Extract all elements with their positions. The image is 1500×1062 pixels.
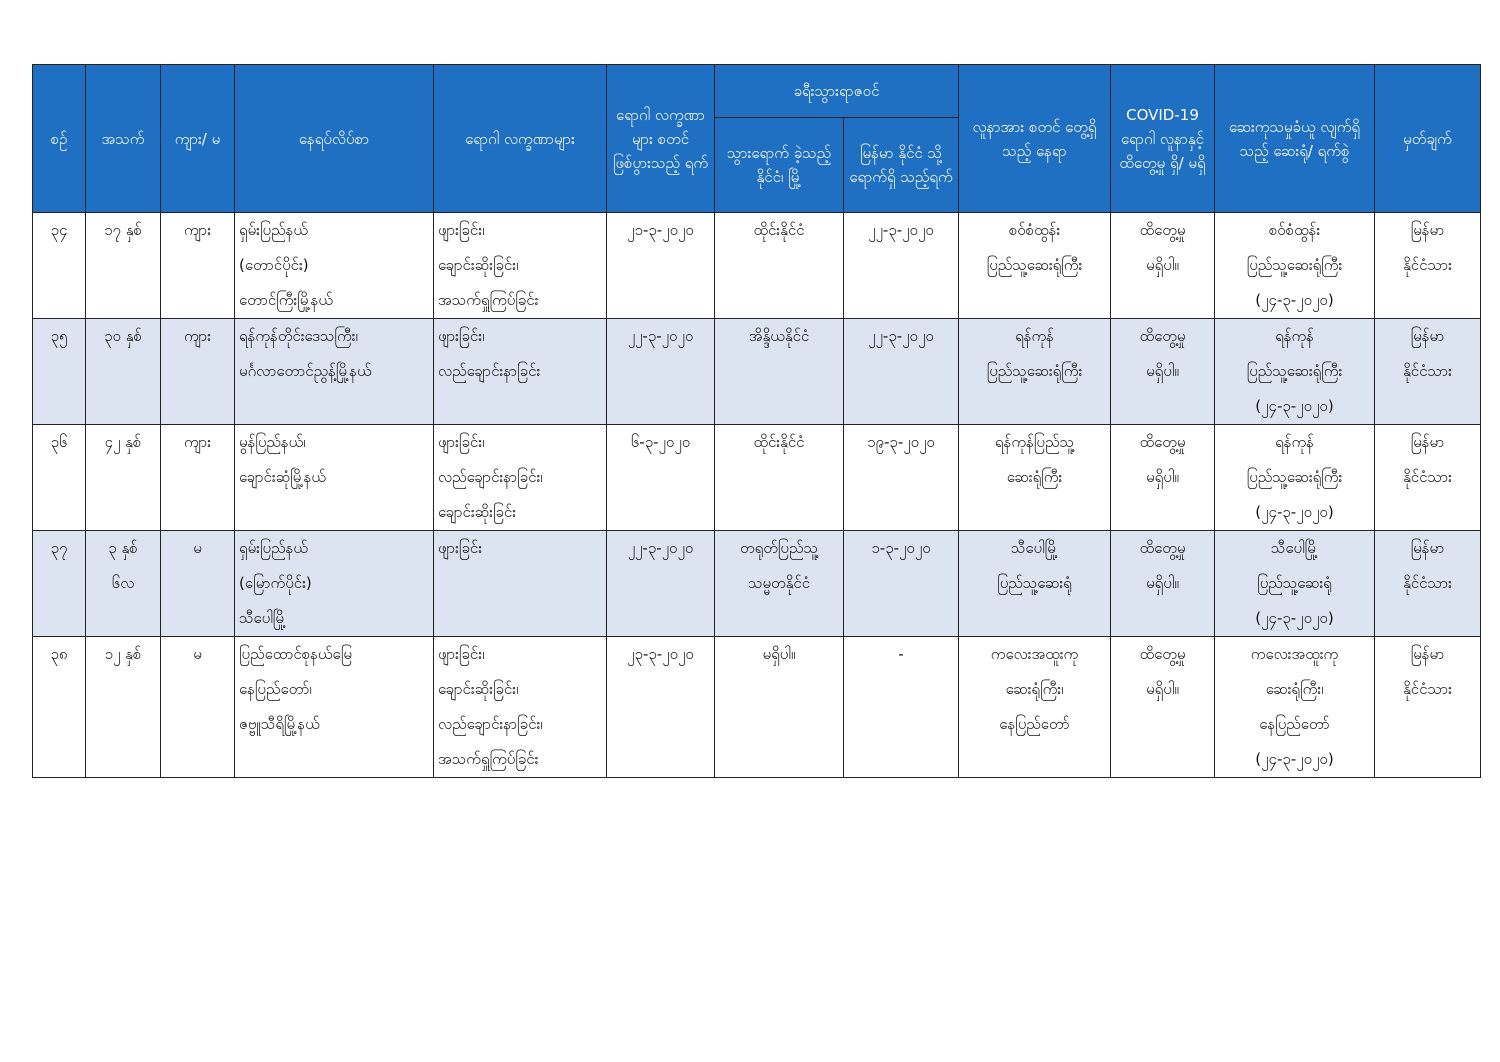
cell-onset: ၂၂-၃-၂၀၂၀ [607,531,715,637]
cell-sex: ကျား [161,213,235,319]
cell-arrival: ၂၂-၃-၂၀၂၀ [844,213,959,319]
cell-remarks-line: မြန်မာ [1410,221,1445,239]
cell-symptoms [434,531,607,637]
cell-travel-from-line: တရုတ်ပြည်သူ့ [740,539,818,557]
cell-contact-line: ထိတွေ့မှု [1139,539,1186,557]
cell-address-line: နေပြည်တော်၊ [239,680,312,698]
cell-symptoms-line: အသက်ရှူကြပ်ခြင်း [438,291,539,309]
cell-address-line: တောင်ကြီးမြို့နယ် [239,291,333,309]
cell-treatment-line: (၂၄-၃-၂၀၂၀) [1255,750,1334,768]
header-contact [1111,65,1215,213]
table-row [33,213,1481,319]
cell-address [235,319,434,425]
cell-address-line: (တောင်ပိုင်း) [239,256,309,274]
cell-no: ၃၈ [33,637,86,778]
cell-age-line: ၁၇ နှစ် [104,221,142,239]
cell-address-line: ချောင်းဆုံမြို့နယ် [239,468,326,486]
header-age: အသက် [86,65,161,213]
cell-symptoms-line: လည်ချောင်းနာခြင်း၊ [438,715,543,733]
cell-treatment [1215,425,1375,531]
cell-arrival: ၁၉-၃-၂၀၂၀ [844,425,959,531]
cell-arrival: ၁-၃-၂၀၂၀ [844,531,959,637]
cell-treatment-line: (၂၄-၃-၂၀၂၀) [1255,503,1334,521]
cell-detected-at-line: နေပြည်တော် [999,715,1070,733]
cell-symptoms [434,637,607,778]
cell-remarks-line: နိုင်ငံသား [1403,680,1452,698]
header-travel-group: ခရီးသွားရာဇဝင် [715,65,959,118]
cell-treatment [1215,319,1375,425]
cell-sex: မ [161,531,235,637]
cell-symptoms-line: လည်ချောင်းနာခြင်း၊ [438,468,543,486]
cell-sex: ကျား [161,425,235,531]
cell-age [86,319,161,425]
cell-symptoms-line: အသက်ရှူကြပ်ခြင်း [438,750,539,768]
cell-detected-at-line: ရန်ကုန်ပြည်သူ့ [995,433,1074,451]
cell-travel-from [715,213,844,319]
cell-symptoms-line: ဖျားခြင်း၊ [438,645,485,663]
cell-contact-line: မရှိပါ။ [1146,256,1179,274]
cell-age [86,531,161,637]
cell-detected-at-line: ပြည်သူ့ဆေးရုံ [997,574,1072,592]
table-row [33,531,1481,637]
cell-contact-line: ထိတွေ့မှု [1139,645,1186,663]
cell-travel-from-line: ထိုင်းနိုင်ငံ [753,221,805,239]
cell-remarks [1375,319,1481,425]
cell-address-line: ဇဗ္ဗူသီရိမြို့နယ် [239,715,320,733]
cell-travel-from-line: အိန္ဒိယနိုင်ငံ [748,327,810,345]
cell-detected-at-line: ဆေးရုံကြီး၊ [1005,680,1064,698]
cell-symptoms-line: လည်ချောင်းနာခြင်း [438,362,541,380]
cell-remarks-line: မြန်မာ [1410,539,1445,557]
cell-symptoms-line: ဖျားခြင်း၊ [438,327,485,345]
cell-detected-at [959,213,1111,319]
cell-detected-at [959,637,1111,778]
cell-treatment-line: စဝ်စံထွန်း [1268,221,1321,239]
cell-detected-at-line: ပြည်သူ့ဆေးရုံကြီး [986,256,1083,274]
cell-treatment [1215,213,1375,319]
cell-remarks [1375,637,1481,778]
cell-treatment-line: ရန်ကုန် [1275,433,1314,451]
table-body [33,213,1481,778]
cell-detected-at-line: ဆေးရုံကြီး [1006,468,1063,486]
cell-treatment [1215,531,1375,637]
cell-detected-at [959,319,1111,425]
cell-symptoms-line: ဖျားခြင်း၊ [438,221,485,239]
cell-treatment-line: (၂၄-၃-၂၀၂၀) [1255,291,1334,309]
cell-age-line: ၃ နှစ် [108,539,138,557]
cell-arrival: ၂၂-၃-၂၀၂၀ [844,319,959,425]
cell-remarks-line: မြန်မာ [1410,327,1445,345]
cell-travel-from [715,637,844,778]
cell-remarks-line: နိုင်ငံသား [1403,256,1452,274]
header-remarks: မှတ်ချက် [1375,65,1481,213]
cell-address-line: (မြောက်ပိုင်း) [239,574,312,592]
header-address: နေရပ်လိပ်စာ [235,65,434,213]
cell-treatment-line: ပြည်သူ့ဆေးရုံကြီး [1246,468,1343,486]
cell-travel-from-line: ထိုင်းနိုင်ငံ [753,433,805,451]
cell-age [86,637,161,778]
cell-detected-at [959,425,1111,531]
cell-onset: ၂၁-၃-၂၀၂၀ [607,213,715,319]
cell-address [235,637,434,778]
cell-arrival: - [844,637,959,778]
cell-sex: ကျား [161,319,235,425]
header-no: စဉ် [33,65,86,213]
cell-age-line: ၆လ [111,574,135,592]
table-row [33,425,1481,531]
cell-symptoms [434,213,607,319]
cell-address-line: ရန်ကုန်တိုင်းဒေသကြီး၊ [239,327,358,345]
header-contact-label: ရောဂါ လူနာနှင့် ထိတွေ့မှု ရှိ/ မရှိ [1119,129,1206,172]
cell-age [86,213,161,319]
cell-contact [1111,531,1215,637]
header-arrival: မြန်မာ နိုင်ငံ သို့ ရောက်ရှိ သည့်ရက် [844,118,959,213]
cell-contact-line: မရှိပါ။ [1146,468,1179,486]
cell-remarks-line: နိုင်ငံသား [1403,574,1452,592]
cell-contact-line: ထိတွေ့မှု [1139,221,1186,239]
cell-symptoms [434,319,607,425]
cell-address-line: မင်္ဂလာတောင်ညွန့်မြို့နယ် [239,362,372,380]
cell-travel-from [715,319,844,425]
header-covid-title: COVID-19 [1126,105,1199,124]
cell-no: ၃၅ [33,319,86,425]
cell-symptoms [434,425,607,531]
header-travel-from: သွားရောက် ခဲ့သည့် နိုင်ငံ၊ မြို့ [715,118,844,213]
cell-treatment-line: ပြည်သူ့ဆေးရုံကြီး [1246,256,1343,274]
cell-age-line: ၁၂ နှစ် [104,645,142,663]
cell-onset: ၂၃-၃-၂၀၂၀ [607,637,715,778]
cell-detected-at-line: ပြည်သူ့ဆေးရုံကြီး [986,362,1083,380]
cell-no: ၃၇ [33,531,86,637]
cell-address-line: သီပေါမြို့ [239,609,287,627]
cell-symptoms-line: ဖျားခြင်း၊ [438,433,485,451]
cell-treatment-line: ဆေးရုံကြီး၊ [1265,680,1324,698]
header-sex: ကျား/ မ [161,65,235,213]
cell-travel-from [715,425,844,531]
cell-contact-line: မရှိပါ။ [1146,680,1179,698]
cell-treatment-line: ရန်ကုန် [1275,327,1314,345]
cell-symptoms-line: ချောင်းဆိုးခြင်း၊ [438,680,519,698]
header-treatment: ဆေးကုသမှုခံယူ လျက်ရှိသည့် ဆေးရုံ/ ရက်စွဲ [1215,65,1375,213]
cell-contact [1111,637,1215,778]
cell-onset: ၆-၃-၂၀၂၀ [607,425,715,531]
cell-travel-from [715,531,844,637]
cell-contact-line: မရှိပါ။ [1146,362,1179,380]
cell-remarks [1375,425,1481,531]
cell-age [86,425,161,531]
cell-contact [1111,319,1215,425]
cell-detected-at-line: ကလေးအထူးကု [990,645,1079,663]
cell-address [235,425,434,531]
case-table [32,64,1481,778]
cell-sex: မ [161,637,235,778]
cell-address-line: မွန်ပြည်နယ်၊ [239,433,306,451]
cell-address [235,213,434,319]
cell-treatment-line: (၂၄-၃-၂၀၂၀) [1255,609,1334,627]
cell-treatment-line: (၂၄-၃-၂၀၂၀) [1255,397,1334,415]
table-row [33,319,1481,425]
cell-no: ၃၄ [33,213,86,319]
cell-contact [1111,213,1215,319]
cell-contact-line: မရှိပါ။ [1146,574,1179,592]
cell-detected-at [959,531,1111,637]
cell-travel-from-line: သမ္မတနိုင်ငံ [747,574,811,592]
cell-remarks-line: နိုင်ငံသား [1403,468,1452,486]
cell-address [235,531,434,637]
cell-remarks-line: မြန်မာ [1410,645,1445,663]
cell-age-line: ၃၀ နှစ် [104,327,142,345]
cell-detected-at-line: စဝ်စံထွန်း [1008,221,1061,239]
cell-detected-at-line: သီပေါမြို့ [1010,539,1059,557]
header-detected-at: လူနာအား စတင် တွေ့ရှိသည့် နေရာ [959,65,1111,213]
cell-address-line: ပြည်ထောင်စုနယ်မြေ [239,645,352,663]
cell-contact-line: ထိတွေ့မှု [1139,433,1186,451]
cell-symptoms-line: ချောင်းဆိုးခြင်း [438,503,517,521]
cell-treatment-line: ကလေးအထူးကု [1250,645,1339,663]
header-onset: ရောဂါ လက္ခဏာများ စတင် ဖြစ်ပွားသည့် ရက် [607,65,715,213]
cell-detected-at-line: ရန်ကုန် [1015,327,1054,345]
cell-treatment-line: ပြည်သူ့ဆေးရုံ [1257,574,1332,592]
cell-contact [1111,425,1215,531]
cell-treatment-line: သီပေါမြို့ [1270,539,1319,557]
header-symptoms: ရောဂါ လက္ခဏာများ [434,65,607,213]
cell-remarks [1375,531,1481,637]
cell-symptoms-line: ချောင်းဆိုးခြင်း၊ [438,256,519,274]
cell-treatment-line: ပြည်သူ့ဆေးရုံကြီး [1246,362,1343,380]
cell-age-line: ၄၂ နှစ် [104,433,142,451]
cell-contact-line: ထိတွေ့မှု [1139,327,1186,345]
cell-remarks-line: မြန်မာ [1410,433,1445,451]
table-row [33,637,1481,778]
cell-address-line: ရှမ်းပြည်နယ် [239,539,308,557]
cell-remarks [1375,213,1481,319]
cell-treatment [1215,637,1375,778]
cell-no: ၃၆ [33,425,86,531]
cell-travel-from-line: မရှိပါ။ [762,645,796,663]
cell-address-line: ရှမ်းပြည်နယ် [239,221,308,239]
cell-onset: ၂၂-၃-၂၀၂၀ [607,319,715,425]
cell-treatment-line: နေပြည်တော် [1259,715,1330,733]
cell-remarks-line: နိုင်ငံသား [1403,362,1452,380]
cell-symptoms-line: ဖျားခြင်း [438,539,483,557]
